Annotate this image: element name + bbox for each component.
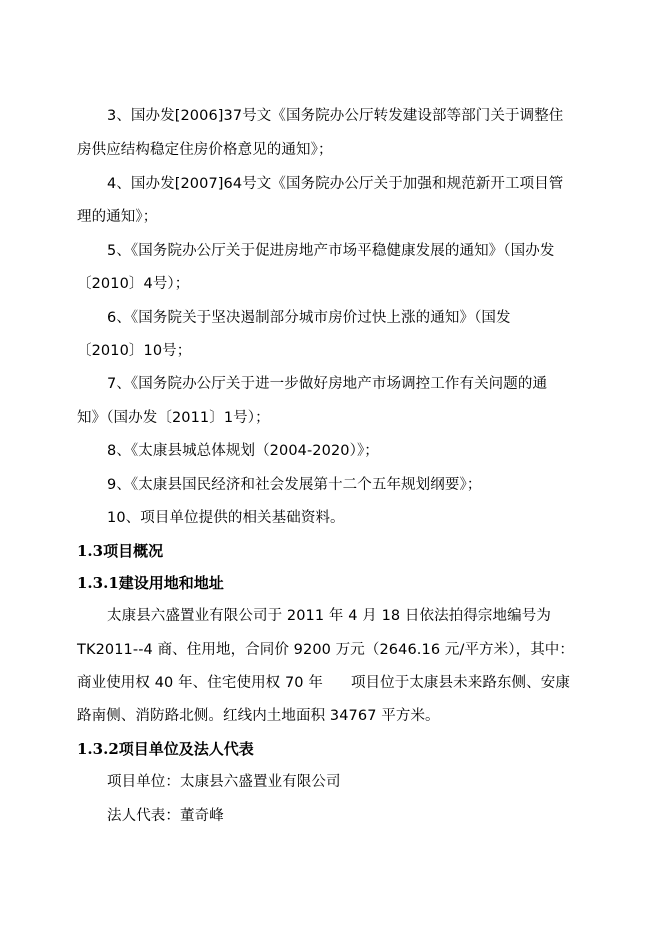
list-item-7-line-1: 7、《国务院办公厅关于进一步做好房地产市场调控工作有关问题的通 [107, 376, 548, 392]
list-item-5-line-1: 5、《国务院办公厅关于促进房地产市场平稳健康发展的通知》（国办发 [107, 243, 555, 259]
list-item-4-line-2: 理的通知》； [77, 209, 158, 225]
list-item-6-line-1: 6、《国务院关于坚决遏制部分城市房价过快上涨的通知》（国发 [107, 310, 511, 326]
list-item-6-line-2: 〔2010〕10号； [77, 343, 192, 359]
list-item-7-line-2: 知》（国办发〔2011〕1号）； [77, 410, 270, 426]
legal-representative-line: 法人代表：董奇峰 [107, 808, 224, 824]
list-item-10: 10、项目单位提供的相关基础资料。 [107, 510, 345, 526]
list-item-3-line-1: 3、国办发[2006]37号文《国务院办公厅转发建设部等部门关于调整住 [107, 108, 564, 124]
project-unit-line: 项目单位：太康县六盛置业有限公司 [107, 774, 341, 790]
paragraph-line-4: 路南侧、消防路北侧。红线内土地面积 34767 平方米。 [77, 708, 440, 724]
list-item-5-line-2: 〔2010〕4号）； [77, 276, 190, 292]
paragraph-line-2: TK2011--4 商、住用地，合同价 9200 万元（2646.16 元/平方米），其中： [77, 642, 574, 658]
section-heading-1-3-2: 1.3.2项目单位及法人代表 [77, 740, 254, 758]
paragraph-line-1: 太康县六盛置业有限公司于 2011 年 4 月 18 日依法拍得宗地编号为 [107, 608, 551, 624]
list-item-4-line-1: 4、国办发[2007]64号文《国务院办公厅关于加强和规范新开工项目管 [107, 176, 564, 192]
paragraph-line-3-part-a: 商业使用权 40 年、住宅使用权 70 年 [77, 675, 323, 691]
list-item-9: 9、《太康县国民经济和社会发展第十二个五年规划纲要》； [107, 477, 482, 493]
section-heading-1-3: 1.3项目概况 [77, 542, 164, 560]
list-item-3-line-2: 房供应结构稳定住房价格意见的通知》； [77, 142, 333, 158]
paragraph-line-3 [77, 673, 570, 693]
section-heading-1-3-1: 1.3.1建设用地和地址 [77, 574, 224, 592]
paragraph-line-3-part-b: 项目位于太康县未来路东侧、安康 [350, 675, 570, 691]
list-item-8: 8、《太康县城总体规划（2004-2020）》； [107, 443, 379, 459]
